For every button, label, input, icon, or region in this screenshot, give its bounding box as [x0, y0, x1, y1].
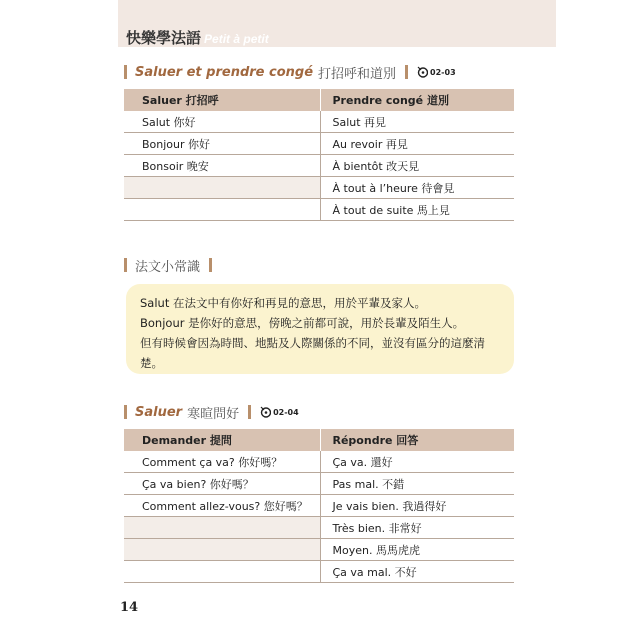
table-cell: Ça va bien? 你好嗎？ — [124, 473, 320, 495]
table-row — [124, 473, 514, 495]
table-row — [124, 539, 514, 561]
heading-bar — [248, 405, 251, 419]
table-cell: Au revoir 再見 — [320, 133, 514, 155]
tip-heading — [124, 256, 212, 274]
table-cell: Comment ça va? 你好嗎？ — [124, 451, 320, 473]
cd-audio-icon — [417, 66, 428, 78]
table-cell: Bonsoir 晚安 — [124, 155, 320, 177]
tip-title: 法文小常識 — [135, 259, 201, 275]
table-cell: Bonjour 你好 — [124, 133, 320, 155]
table-cell: Ça va. 還好 — [320, 451, 514, 473]
table-cell: Je vais bien. 我過得好 — [320, 495, 514, 517]
section-heading-2 — [124, 403, 299, 421]
table-row — [124, 177, 514, 199]
heading-bar — [124, 65, 127, 79]
section2-title-zh: 寒暄問好 — [187, 406, 240, 422]
table-cell-empty — [124, 177, 320, 199]
table-cell-empty — [124, 517, 320, 539]
tip-line: Bonjour 是你好的意思，傍晚之前都可說，用於長輩及陌生人。 — [140, 316, 465, 330]
book-title-zh: 快樂學法語 — [126, 29, 202, 47]
section1-title-zh: 打招呼和道別 — [318, 66, 397, 82]
tip-line: 楚。 — [140, 356, 163, 370]
column-header: Prendre congé 道別 — [320, 89, 514, 111]
table-row — [124, 111, 514, 133]
table-cell-empty — [124, 561, 320, 583]
heading-bar — [124, 258, 127, 272]
table-header-row — [124, 89, 514, 111]
heading-bar — [209, 258, 212, 272]
table-cell-empty — [124, 539, 320, 561]
table-cell: À tout de suite 馬上見 — [320, 199, 514, 221]
section-heading-1 — [124, 63, 456, 81]
audio-track-1[interactable] — [417, 66, 456, 78]
table-header-row — [124, 429, 514, 451]
tip-line: 但有時候會因為時間、地點及人際關係的不同，並沒有區分的這麼清 — [140, 336, 485, 350]
book-subtitle: Petit à petit — [204, 32, 269, 46]
table-row — [124, 133, 514, 155]
table-cell: Moyen. 馬馬虎虎 — [320, 539, 514, 561]
table-row — [124, 451, 514, 473]
vocab-table-1 — [124, 89, 514, 221]
audio-track-2[interactable] — [260, 406, 299, 418]
tip-line: Salut 在法文中有你好和再見的意思，用於平輩及家人。 — [140, 296, 426, 310]
page-number: 14 — [120, 600, 139, 615]
section2-title-fr: Saluer — [135, 404, 183, 420]
audio-code: 02-03 — [430, 67, 456, 77]
table-row — [124, 517, 514, 539]
table-cell: Salut 再見 — [320, 111, 514, 133]
table-cell-empty — [124, 199, 320, 221]
table-cell: Ça va mal. 不好 — [320, 561, 514, 583]
table-cell: À bientôt 改天見 — [320, 155, 514, 177]
heading-bar — [124, 405, 127, 419]
cd-audio-icon — [260, 406, 271, 418]
table-cell: Comment allez-vous? 您好嗎？ — [124, 495, 320, 517]
table-row — [124, 561, 514, 583]
section1-title-fr: Saluer et prendre congé — [135, 64, 314, 80]
tip-box — [126, 284, 514, 374]
audio-code: 02-04 — [273, 407, 299, 417]
table-cell: Salut 你好 — [124, 111, 320, 133]
table-cell: Pas mal. 不錯 — [320, 473, 514, 495]
column-header: Saluer 打招呼 — [124, 89, 320, 111]
column-header: Répondre 回答 — [320, 429, 514, 451]
book-title — [126, 27, 269, 48]
table-cell: Très bien. 非常好 — [320, 517, 514, 539]
table-row — [124, 199, 514, 221]
vocab-table-2 — [124, 429, 514, 583]
table-cell: À tout à l’heure 待會見 — [320, 177, 514, 199]
table-row — [124, 495, 514, 517]
heading-bar — [405, 65, 408, 79]
table-row — [124, 155, 514, 177]
column-header: Demander 提問 — [124, 429, 320, 451]
